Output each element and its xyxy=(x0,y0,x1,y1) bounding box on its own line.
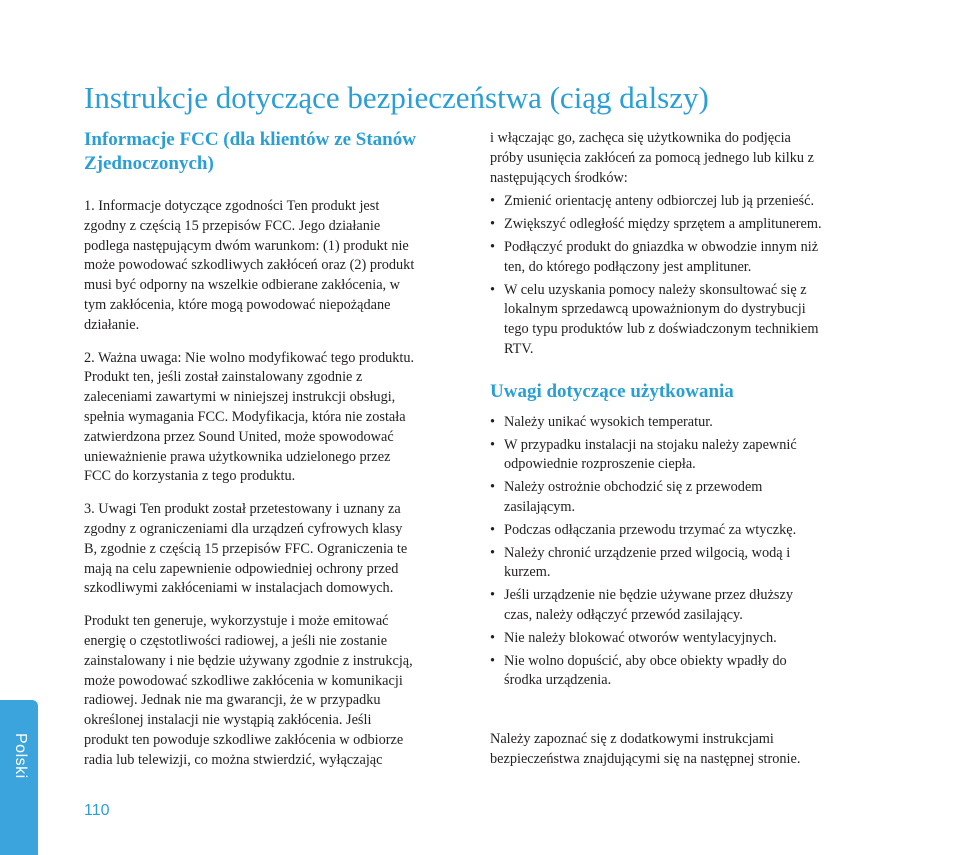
text-line: szkodliwymi zakłóceniami w instalacjach domowych. xyxy=(84,580,394,597)
text-line: lokalnym sprzedawcą upoważnionym do dystrybucji xyxy=(504,301,806,318)
text-line: • Nie należy blokować otworów wentylacyjnych. xyxy=(504,629,777,646)
fcc-paragraph-3 xyxy=(84,500,468,599)
fcc-heading-line: Zjednoczonych) xyxy=(84,153,214,174)
text-line: B, zgodnie z częścią 15 przepisów FFC. Ograniczenia te xyxy=(84,540,408,557)
text-line: mają na celu zapewnienie odpowiedniej ochrony przed xyxy=(84,560,399,577)
text-line: zaleceniami zawartymi w niniejszej instrukcji obsługi, xyxy=(84,389,396,406)
list-item xyxy=(490,215,874,235)
text-line: spełnia wymagania FCC. Modyfikacja, która nie została xyxy=(84,408,406,425)
list-item xyxy=(490,586,874,626)
final-note xyxy=(490,730,890,770)
text-line: energię o częstotliwości radiowej, a jeśli nie zostanie xyxy=(84,632,388,649)
text-line: Należy zapoznać się z dodatkowymi instrukcjami xyxy=(490,731,774,747)
text-line: • Nie wolno dopuścić, aby obce obiekty wpadły do xyxy=(504,652,787,669)
text-line: 2. Ważna uwaga: Nie wolno modyfikować tego produktu. xyxy=(84,349,415,366)
list-item xyxy=(490,281,874,360)
text-line: • W przypadku instalacji na stojaku należy zapewnić xyxy=(504,436,797,453)
text-line: ten, do którego podłączony jest amplituner. xyxy=(504,258,752,275)
text-line: produkt ten powoduje szkodliwe zakłócenia w odbiorze xyxy=(84,731,404,748)
text-line: zgodny z ograniczeniami dla urządzeń cyfrowych klasy xyxy=(84,520,403,537)
page-number: 110 xyxy=(84,802,110,819)
text-line: czas, należy odłączyć przewód zasilający. xyxy=(504,606,743,623)
text-line: • Zwiększyć odległość między sprzętem a amplitunerem. xyxy=(504,216,822,233)
text-line: • Należy ostrożnie obchodzić się z przewodem xyxy=(504,479,763,496)
text-line: próby usunięcia zakłóceń za pomocą jednego lub kilku z xyxy=(490,149,814,166)
right-column xyxy=(490,129,874,694)
text-line: odpowiednie rozproszenie ciepła. xyxy=(504,456,696,473)
text-line: tym zakłócenia, które mogą powodować niepożądane xyxy=(84,296,391,313)
list-item xyxy=(490,544,874,584)
fcc-measures-list xyxy=(490,192,874,359)
list-item xyxy=(490,192,874,212)
text-line: i włączając go, zachęca się użytkownika do podjęcia xyxy=(490,130,791,146)
text-line: może powodować szkodliwych zakłóceń oraz (2) produkt xyxy=(84,257,415,274)
text-line: 3. Uwagi Ten produkt został przetestowany i uznany za xyxy=(84,501,401,518)
text-line: RTV. xyxy=(504,340,534,357)
list-item xyxy=(490,478,874,518)
left-column xyxy=(84,128,468,784)
list-item xyxy=(490,652,874,692)
text-line: zatwierdzona przez Sound United, może spowodować xyxy=(84,428,394,445)
usage-heading: Uwagi dotyczące użytkowania xyxy=(490,380,734,402)
text-line: zasilającym. xyxy=(504,498,576,515)
text-line: unieważnienie prawa użytkownika udzielonego przez xyxy=(84,448,391,465)
text-line: • Jeśli urządzenie nie będzie używane przez dłuższy xyxy=(504,587,793,604)
list-item xyxy=(490,238,874,278)
text-line: zainstalowany i nie będzie używany zgodnie z instrukcją, xyxy=(84,652,413,669)
text-line: określonej instalacji nie wystąpią zakłócenia. Jeśli xyxy=(84,712,372,729)
fcc-paragraph-4 xyxy=(84,612,468,770)
text-line: • Podczas odłączania przewodu trzymać za wtyczkę. xyxy=(504,521,797,538)
text-line: kurzem. xyxy=(504,564,551,581)
text-line: • Należy unikać wysokich temperatur. xyxy=(504,413,713,430)
text-line: • W celu uzyskania pomocy należy skonsultować się z xyxy=(504,281,807,298)
text-line: radia lub telewizji, co można stwierdzić, wyłączając xyxy=(84,751,383,768)
text-line: tego typu produktów lub z doświadczonym technikiem xyxy=(504,321,819,338)
text-line: następujących środków: xyxy=(490,169,628,186)
language-tab-label: Polski xyxy=(12,733,29,779)
fcc-continuation xyxy=(490,129,874,188)
text-line: • Zmienić orientację anteny odbiorczej lub ją przenieść. xyxy=(504,193,815,210)
text-line: 1. Informacje dotyczące zgodności Ten produkt jest xyxy=(84,198,380,214)
fcc-paragraph-2 xyxy=(84,349,468,488)
text-line: radiowej. Jednak nie ma gwarancji, że w przypadku xyxy=(84,692,381,709)
list-item xyxy=(490,436,874,476)
fcc-heading xyxy=(84,128,468,176)
text-line: może powodować szkodliwe zakłócenia w komunikacji xyxy=(84,672,403,689)
text-line: • Podłączyć produkt do gniazdka w obwodzie innym niż xyxy=(504,238,819,255)
text-line: musi być odporny na wszelkie odbierane zakłócenia, w xyxy=(84,277,401,294)
text-line: bezpieczeństwa znajdującymi się na następnej stronie. xyxy=(490,750,801,767)
list-item xyxy=(490,629,874,649)
text-line: • Należy chronić urządzenie przed wilgocią, wodą i xyxy=(504,544,791,561)
page-title: Instrukcje dotyczące bezpieczeństwa (ciąg dalszy) xyxy=(84,80,709,115)
fcc-heading-line: Informacje FCC (dla klientów ze Stanów xyxy=(84,129,416,150)
text-line: Produkt ten, jeśli został zainstalowany zgodnie z xyxy=(84,369,363,386)
fcc-paragraph-1 xyxy=(84,197,468,336)
list-item xyxy=(490,413,874,433)
text-line: zgodny z częścią 15 przepisów FCC. Jego działanie xyxy=(84,217,381,234)
text-line: działanie. xyxy=(84,316,140,333)
text-line: środka urządzenia. xyxy=(504,672,612,689)
list-item xyxy=(490,521,874,541)
text-line: Produkt ten generuje, wykorzystuje i może emitować xyxy=(84,613,389,630)
text-line: podlega następującym dwóm warunkom: (1) produkt nie xyxy=(84,237,409,254)
usage-list xyxy=(490,413,874,691)
text-line: FCC do korzystania z tego produktu. xyxy=(84,468,296,485)
